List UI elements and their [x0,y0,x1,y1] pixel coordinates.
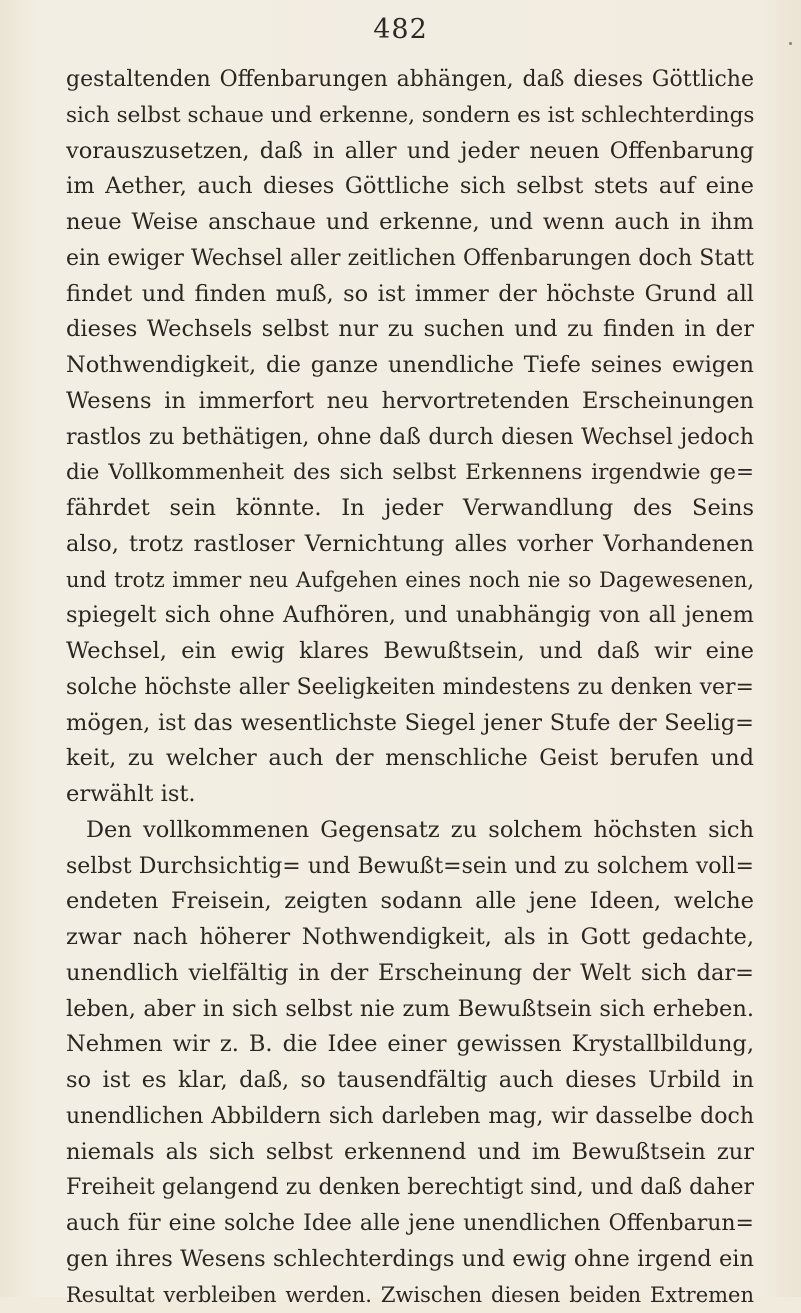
text-line: erwählt ist. [66,777,754,813]
text-line: keit, zu welcher auch der menschliche Geist berufen und [66,741,754,777]
text-line: Wechsel, ein ewig klares Bewußtsein, und daß wir eine [66,634,754,670]
text-line: endeten Freisein, zeigten sodann alle jene Ideen, welche [66,884,754,920]
text-line: Nothwendigkeit, die ganze unendliche Tiefe seines ewigen [66,348,754,384]
text-line: niemals als sich selbst erkennend und im Bewußtsein zur [66,1135,754,1171]
text-line: und trotz immer neu Aufgehen eines noch nie so Dagewesenen, [66,563,754,599]
text-line: also, trotz rastloser Vernichtung alles vorher Vorhandenen [66,527,754,563]
text-line: rastlos zu bethätigen, ohne daß durch diesen Wechsel jedoch [66,420,754,456]
text-line: vorauszusetzen, daß in aller und jeder neuen Offenbarung [66,134,754,170]
text-line: selbst Durchsichtig= und Bewußt=sein und zu solchem voll= [66,849,754,885]
text-line: sich selbst schaue und erkenne, sondern es ist schlechterdings [66,98,754,134]
text-line: unendlichen Abbildern sich darleben mag, wir dasselbe doch [66,1099,754,1135]
text-line: spiegelt sich ohne Aufhören, und unabhängig von all jenem [66,598,754,634]
page-number: 482 [0,14,801,45]
paragraph-start-line: Den vollkommenen Gegensatz zu solchem höchsten sich [66,813,754,849]
text-line: unendlich vielfältig in der Erscheinung der Welt sich dar= [66,956,754,992]
text-line: ein ewiger Wechsel aller zeitlichen Offenbarungen doch Statt [66,241,754,277]
text-line: solche höchste aller Seeligkeiten mindestens zu denken ver= [66,670,754,706]
text-line: gen ihres Wesens schlechterdings und ewig ohne irgend ein [66,1242,754,1278]
text-line: auch für eine solche Idee alle jene unendlichen Offenbarun= [66,1206,754,1242]
text-line: mögen, ist das wesentlichste Siegel jener Stufe der Seelig= [66,706,754,742]
text-line: Wesens in immerfort neu hervortretenden Erscheinungen [66,384,754,420]
text-line: findet und finden muß, so ist immer der höchste Grund all [66,277,754,313]
text-line: leben, aber in sich selbst nie zum Bewußtsein sich erheben. [66,992,754,1028]
text-line: zwar nach höherer Nothwendigkeit, als in Gott gedachte, [66,920,754,956]
text-line: im Aether, auch dieses Göttliche sich selbst stets auf eine [66,169,754,205]
text-line: fährdet sein könnte. In jeder Verwandlung des Seins [66,491,754,527]
text-line: Resultat verbleiben werden. Zwischen diesen beiden Extremen [66,1278,754,1313]
text-line: neue Weise anschaue und erkenne, und wenn auch in ihm [66,205,754,241]
text-line: so ist es klar, daß, so tausendfältig auch dieses Urbild in [66,1063,754,1099]
text-line: die Vollkommenheit des sich selbst Erkennens irgendwie ge= [66,455,754,491]
text-line: Freiheit gelangend zu denken berechtigt sind, und daß daher [66,1170,754,1206]
text-line: Nehmen wir z. B. die Idee einer gewissen Krystallbildung, [66,1027,754,1063]
text-line: dieses Wechsels selbst nur zu suchen und zu finden in der [66,312,754,348]
text-line: gestaltenden Offenbarungen abhängen, daß dieses Göttliche [66,62,754,98]
body-text [66,62,754,1313]
